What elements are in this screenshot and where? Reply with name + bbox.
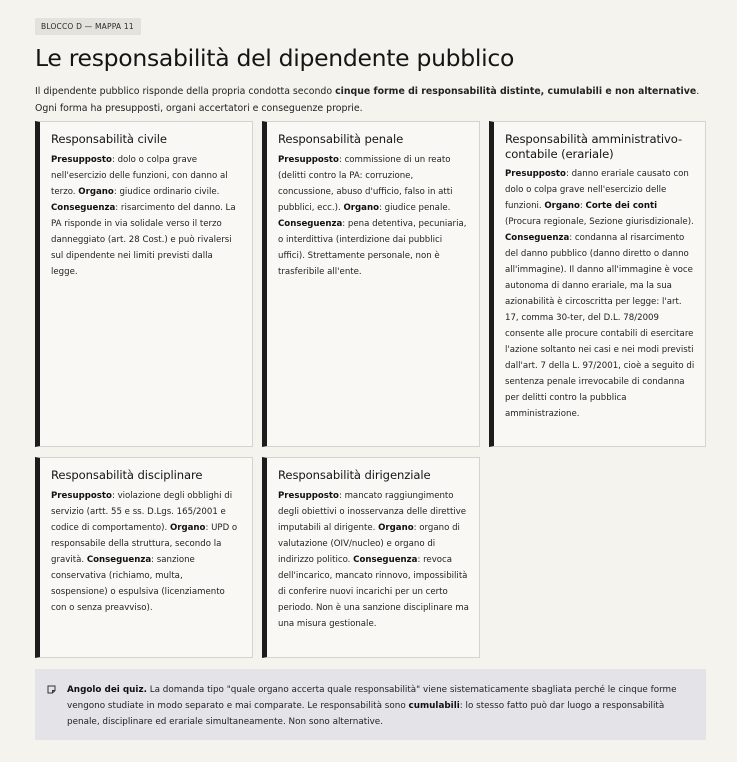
quiz-text-start: La domanda tipo "quale organo accerta quale responsabilità" viene sistematicamente sbagliata perché le cinque forme vengono studiate in modo separato e mai comparate. Le responsabilità sono: [67, 685, 677, 711]
label-conseguenza: Conseguenza: [51, 202, 116, 213]
card-title: Responsabilità civile: [51, 132, 167, 146]
label-presupposto: Presupposto: [505, 169, 566, 179]
conseguenza-text: : pena detentiva, pecuniaria, o interdittiva (interdizione dai pubblici uffici). Strettamente personale, non è trasferibile all'ente.: [278, 218, 467, 277]
organo-text: : UPD o responsabile della struttura, secondo la gravità.: [51, 522, 238, 565]
label-presupposto: Presupposto: [278, 490, 339, 501]
note-icon: [47, 685, 56, 694]
card-body: [51, 152, 242, 280]
card-dirigenziale: [262, 457, 480, 658]
card-title: Responsabilità amministrativo-contabile (erariale): [505, 132, 683, 161]
label-presupposto: Presupposto: [51, 490, 112, 501]
intro-paragraph: [35, 84, 705, 117]
card-title: Responsabilità disciplinare: [51, 468, 203, 482]
quiz-callout: [35, 669, 706, 740]
conseguenza-text: : condanna al risarcimento del danno pubblico (danno diretto o danno all'immagine). Il danno all'immagine è voce autonoma di danno erariale, ma la sua azionabilità è circoscritta per legge: l'art. 17, comma 30-ter, del D.L. 78/2009 consente alle procure contabili di esercitare l'azione soltanto nei casi e nei modi previsti dall'art. 7 della L. 97/2001, cioè a seguito di sentenza penale irrevocabile di condanna per delitti contro la pubblica amministrazione.: [505, 233, 695, 419]
quiz-text: [67, 682, 694, 730]
card-erariale: [489, 121, 706, 447]
quiz-label: Angolo dei quiz.: [67, 685, 147, 695]
section-badge: BLOCCO D — MAPPA 11: [35, 18, 141, 35]
card-penale: [262, 121, 480, 447]
presupposto-text: : danno erariale causato con dolo o colpa grave nell'esercizio delle funzioni.: [505, 169, 689, 211]
intro-text-end: . Ogni forma ha presupposti, organi accertatori e conseguenze proprie.: [35, 86, 700, 114]
label-organo: Organo: [544, 201, 580, 211]
label-conseguenza: Conseguenza: [353, 554, 418, 565]
conseguenza-text: : sanzione conservativa (richiamo, multa, sospensione) o espulsiva (licenziamento con o senza preavviso).: [51, 554, 225, 613]
card-body: Presupposto: danno erariale causato con dolo o colpa grave nell'esercizio delle funzioni. Organo: Corte dei conti (Procura regionale, Sezione giurisdizionale). Conseguenza: condanna al risarcimento del danno pubblico (danno diretto o danno all'immagine). Il danno all'immagine è voce autonoma di danno erariale, ma la sua azionabilità è circoscritta per legge: l'art. 17, comma 30-ter, del D.L. 78/2009 consente alle procure contabili di esercitare l'azione soltanto nei casi e nei modi previsti dall'art. 7 della L. 97/2001, cioè a seguito di sentenza penale irrevocabile di condanna per delitti contro la pubblica amministrazione.: [505, 169, 695, 419]
card-body: [51, 488, 242, 616]
intro-text-start: Il dipendente pubblico risponde della propria condotta secondo: [35, 86, 336, 97]
label-organo: Organo: [169, 522, 206, 533]
label-conseguenza: Conseguenza: [278, 218, 343, 229]
label-organo: Organo: [343, 202, 379, 213]
organo-text: : giudice penale.: [378, 202, 451, 213]
label-conseguenza: Conseguenza: [505, 233, 570, 243]
card-title: Responsabilità dirigenziale: [278, 468, 431, 482]
label-organo: Organo: [378, 522, 414, 533]
organo-text: : giudice ordinario civile.: [113, 186, 220, 197]
quiz-text-bold: cumulabili: [408, 701, 460, 711]
quiz-text-end: : lo stesso fatto può dar luogo a responsabilità penale, disciplinare ed erariale simultaneamente. Non sono alternative.: [67, 701, 665, 727]
conseguenza-text: : revoca dell'incarico, mancato rinnovo, impossibilità di conferire nuovi incarichi per un certo periodo. Non è una sanzione disciplinare ma una misura gestionale.: [278, 554, 469, 629]
label-conseguenza: Conseguenza: [86, 554, 152, 565]
page-title: Le responsabilità del dipendente pubblico: [35, 44, 515, 72]
presupposto-text: : dolo o colpa grave nell'esercizio delle funzioni, con danno al terzo.: [51, 154, 228, 197]
conseguenza-text: : risarcimento del danno. La PA risponde in via solidale verso il terzo danneggiato (art. 28 Cost.) e può rivalersi sul dipendente nei limiti previsti dalla legge.: [51, 202, 236, 277]
organo-text: (Procura regionale, Sezione giurisdizionale).: [505, 217, 694, 227]
card-disciplinare: [35, 457, 253, 658]
label-presupposto: Presupposto: [51, 154, 112, 165]
presupposto-text: : commissione di un reato (delitti contro la PA: corruzione, concussione, abuso d'ufficio, falso in atti pubblici, ecc.).: [278, 154, 453, 213]
card-title: Responsabilità penale: [278, 132, 404, 146]
presupposto-text: : mancato raggiungimento degli obiettivi o inosservanza delle direttive imputabili al dirigente.: [278, 490, 467, 533]
card-body: [278, 152, 469, 280]
label-presupposto: Presupposto: [278, 154, 339, 165]
organo-name: Corte dei conti: [585, 201, 658, 211]
card-civile: [35, 121, 253, 447]
presupposto-text: : violazione degli obblighi di servizio (artt. 55 e ss. D.Lgs. 165/2001 e codice di comportamento).: [51, 490, 233, 533]
label-organo: Organo: [78, 186, 114, 197]
organo-text: : organo di valutazione (OIV/nucleo) e organo di indirizzo politico.: [278, 522, 460, 565]
intro-text-bold: cinque forme di responsabilità distinte, cumulabili e non alternative: [335, 86, 697, 97]
card-body: [278, 488, 469, 632]
